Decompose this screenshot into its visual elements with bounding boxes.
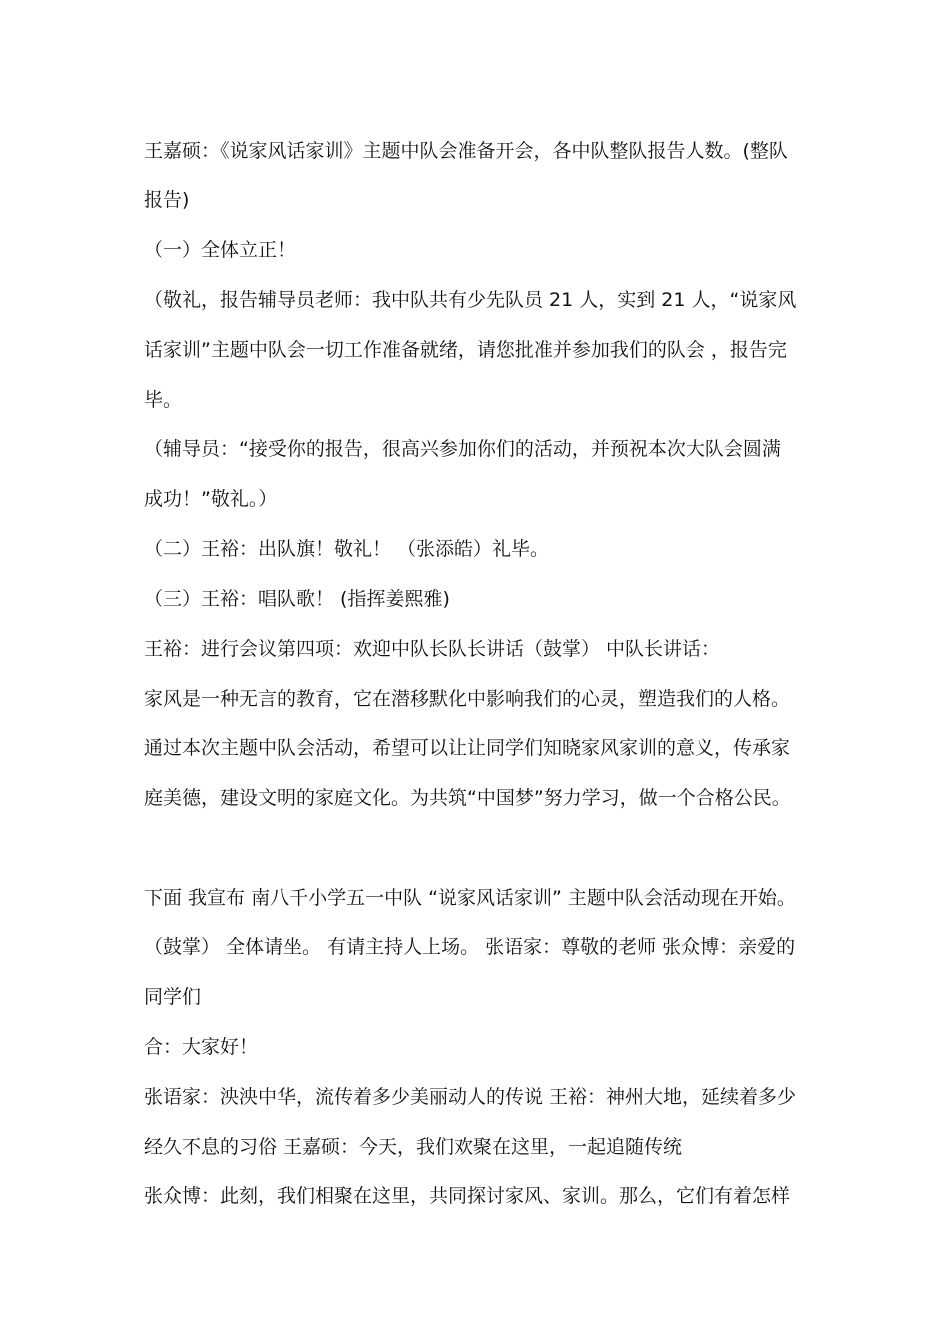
text-line: （三）王裕：唱队歌！ (指挥姜熙雅): [144, 588, 450, 610]
text-line: 家风是一种无言的教育，它在潜移默化中影响我们的心灵，塑造我们的人格。: [144, 688, 791, 710]
text-line: 张众博：此刻，我们相聚在这里，共同探讨家风、家训。那么，它们有着怎样: [144, 1185, 791, 1207]
text-line: 下面 我宣布 南八千小学五一中队 “说家风话家训” 主题中队会活动现在开始。: [144, 887, 796, 909]
text-line: 经久不息的习俗 王嘉硕：今天，我们欢聚在这里，一起追随传统: [144, 1136, 683, 1158]
text-line: 成功！”敬礼。）: [144, 488, 278, 510]
text-line: 话家训”主题中队会一切工作准备就绪，请您批准并参加我们的队会 ，报告完: [144, 339, 787, 361]
text-line: （鼓掌） 全体请坐。 有请主持人上场。 张语家：尊敬的老师 张众博：亲爱的: [144, 936, 796, 958]
text-line: （二）王裕：出队旗！敬礼！ （张添皓）礼毕。: [144, 538, 550, 560]
text-line: 合：大家好！: [144, 1036, 259, 1058]
text-line: 庭美德，建设文明的家庭文化。为共筑“中国梦”努力学习，做一个合格公民。: [144, 787, 791, 809]
text-line: 王裕：进行会议第四项：欢迎中队长队长讲话（鼓掌） 中队长讲话：: [144, 638, 721, 660]
text-line: 张语家：泱泱中华，流传着多少美丽动人的传说 王裕：神州大地，延续着多少: [144, 1086, 797, 1108]
text-line: （辅导员：“接受你的报告，很高兴参加你们的活动，并预祝本次大队会圆满: [144, 438, 781, 460]
text-line: （一）全体立正！: [144, 239, 297, 261]
text-line: 通过本次主题中队会活动，希望可以让让同学们知晓家风家训的意义，传承家: [144, 737, 791, 759]
text-line: 毕。: [144, 389, 183, 411]
text-line: 报告): [144, 189, 190, 211]
text-line: 王嘉硕：《说家风话家训》主题中队会准备开会，各中队整队报告人数。(整队: [144, 140, 788, 162]
text-line: （敬礼，报告辅导员老师：我中队共有少先队员 21 人，实到 21 人，“说家风: [144, 289, 797, 311]
text-line: 同学们: [144, 986, 202, 1008]
